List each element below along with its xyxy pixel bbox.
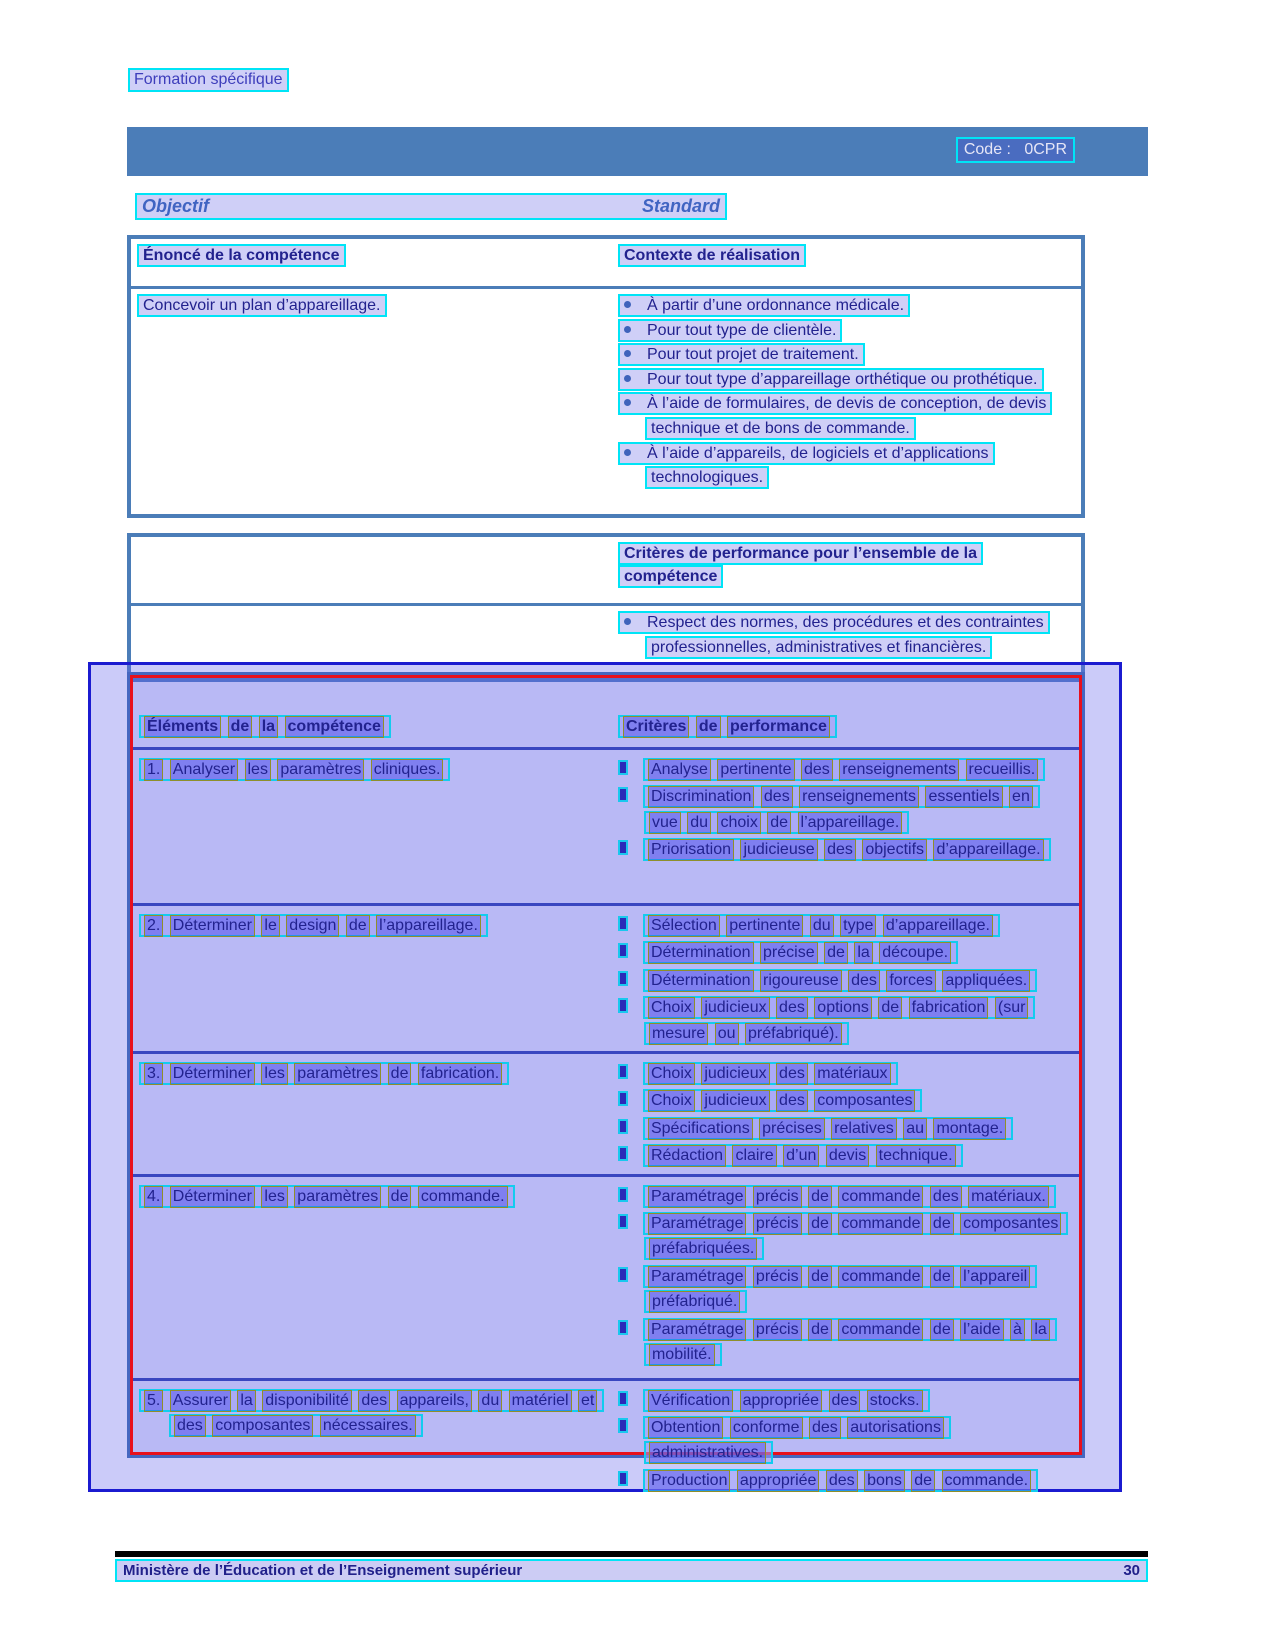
word-highlight: pertinente [726, 915, 803, 937]
highlight-box: Respect des normes, des procédures et des contraintes professionnelles, administratives et financières. [618, 611, 1050, 659]
bullet-icon [624, 449, 631, 456]
word-highlight: de [388, 1186, 412, 1208]
word-highlight: judicieux [701, 1063, 769, 1085]
word-highlight: les [245, 759, 271, 781]
element-row [133, 1378, 1079, 1499]
word-highlight: Déterminer [170, 915, 255, 937]
highlight-box: À l’aide d’appareils, de logiciels et d’applications technologiques. [618, 442, 995, 490]
word-highlight: des [824, 839, 856, 861]
highlight-box: Pour tout type de clientèle. [618, 319, 842, 342]
word-highlight: autorisations [847, 1417, 944, 1439]
code-badge: Code : 0CPR [956, 137, 1075, 163]
word-highlight: Choix [648, 1063, 695, 1085]
word-highlight: des [848, 970, 880, 992]
criteria-item [618, 1116, 1073, 1141]
word-highlight: objectifs [862, 839, 927, 861]
bullet-icon [618, 1214, 628, 1229]
word-highlight: vue [649, 812, 681, 834]
word-highlight: Obtention [648, 1417, 723, 1439]
word-highlight: des [801, 759, 833, 781]
criteria-text [643, 758, 1045, 781]
word-highlight: ou [715, 1023, 739, 1045]
word-highlight: matériaux. [968, 1186, 1049, 1208]
word-highlight: Choix [648, 1090, 695, 1112]
criteria-text [643, 838, 1051, 861]
context-item [618, 368, 1075, 393]
criteria-text [643, 1265, 1037, 1313]
word-highlight: appliquées. [942, 970, 1030, 992]
word-highlight: fabrication. [418, 1063, 502, 1085]
bullet-icon [618, 1091, 628, 1106]
word-highlight: Déterminer [170, 1186, 255, 1208]
criteria-text [643, 914, 1000, 937]
word-highlight: appareils, [397, 1390, 472, 1412]
criteria-text [643, 1469, 1038, 1492]
word-highlight: judicieux [701, 1090, 769, 1112]
word-highlight: composantes [960, 1213, 1061, 1235]
word-highlight: appropriée [740, 1390, 823, 1412]
word-highlight: nécessaires. [320, 1415, 416, 1437]
word-highlight: commande [838, 1186, 923, 1208]
word-highlight: Vérification [648, 1390, 733, 1412]
word-highlight: des [776, 1090, 808, 1112]
criteria-item [618, 1061, 1073, 1086]
header-cell-elements [133, 678, 612, 747]
word-highlight: des [776, 1063, 808, 1085]
word-highlight: précises [759, 1118, 825, 1140]
word-highlight: la [259, 716, 278, 738]
criteria-item [618, 1184, 1073, 1209]
word-highlight: montage. [933, 1118, 1006, 1140]
criteria-text [643, 1212, 1068, 1260]
bullet-icon [618, 1471, 628, 1486]
criteria-item [618, 757, 1073, 782]
criteria-text [643, 1318, 1057, 1366]
word-highlight: commande [838, 1266, 923, 1288]
context-item [618, 294, 1075, 319]
criteria-text [643, 1089, 923, 1112]
word-highlight: judicieuse [740, 839, 817, 861]
element-row [133, 750, 1079, 903]
word-highlight: composantes [814, 1090, 915, 1112]
word-highlight: renseignements [799, 786, 919, 808]
highlight-box: À partir d’une ordonnance médicale. [618, 294, 910, 317]
word-highlight: des [809, 1417, 841, 1439]
word-highlight: les [261, 1063, 287, 1085]
word-highlight: commande [838, 1213, 923, 1235]
word-highlight: de [808, 1186, 832, 1208]
elements-table [127, 672, 1085, 1489]
criteria-text [643, 996, 1035, 1044]
word-highlight: Analyser [170, 759, 238, 781]
standard-heading: Standard [641, 196, 720, 216]
word-highlight: Production [648, 1470, 731, 1492]
global-criteria-list [618, 611, 1075, 660]
bullet-icon [618, 943, 628, 958]
word-highlight: conforme [730, 1417, 803, 1439]
word-highlight: 2. [144, 915, 163, 937]
word-highlight: de [346, 915, 370, 937]
word-highlight: composantes [212, 1415, 313, 1437]
word-highlight: Spécifications [648, 1118, 753, 1140]
word-highlight: pertinente [717, 759, 794, 781]
criteria-text [643, 1117, 1013, 1140]
elements-table-header [133, 678, 1079, 750]
word-highlight: les [261, 1186, 287, 1208]
criteria-item [618, 1143, 1073, 1168]
word-highlight: de [808, 1213, 832, 1235]
word-highlight: disponibilité [262, 1390, 352, 1412]
bullet-icon [618, 1187, 628, 1202]
word-highlight: de [388, 1063, 412, 1085]
bullet-icon [618, 998, 628, 1013]
word-highlight: matériaux [814, 1063, 890, 1085]
word-highlight: Choix [648, 997, 695, 1019]
word-highlight: technique. [876, 1145, 956, 1167]
word-highlight: Paramétrage [648, 1319, 747, 1341]
criteria-item [618, 995, 1073, 1046]
footer-page-number: 30 [1123, 1562, 1140, 1579]
word-highlight: des [829, 1390, 861, 1412]
word-highlight: judicieux [701, 997, 769, 1019]
criteria-text [643, 785, 1040, 833]
word-highlight: en [1009, 786, 1033, 808]
word-highlight: d’un [783, 1145, 819, 1167]
context-item [618, 319, 1075, 344]
word-highlight: de [930, 1266, 954, 1288]
criteria-item [618, 1264, 1073, 1315]
word-highlight: Déterminer [170, 1063, 255, 1085]
word-highlight: administratives. [649, 1442, 766, 1464]
word-highlight: stocks. [867, 1390, 923, 1412]
word-highlight: options [814, 997, 872, 1019]
word-highlight: de [824, 942, 848, 964]
competence-table-body [131, 289, 1081, 518]
word-highlight: commande. [418, 1186, 508, 1208]
bullet-icon [618, 971, 628, 986]
word-highlight: Critères [623, 716, 689, 738]
word-highlight: de [228, 716, 253, 738]
section-label: Formation spécifique [128, 68, 289, 92]
highlight-box: À l’aide de formulaires, de devis de conception, de devis technique et de bons de commande. [618, 392, 1052, 440]
word-highlight: matériel [509, 1390, 572, 1412]
header-cell-criteres [612, 678, 1079, 747]
criteria-item [618, 1088, 1073, 1113]
word-highlight: de [930, 1319, 954, 1341]
word-highlight: des [174, 1415, 206, 1437]
word-highlight: paramètres [277, 759, 364, 781]
word-highlight: 1. [144, 759, 163, 781]
word-highlight: précis [753, 1186, 802, 1208]
word-highlight: Éléments [144, 716, 221, 738]
word-highlight: au [903, 1118, 927, 1140]
criteria-item [618, 1317, 1073, 1368]
highlight-box: Pour tout type d’appareillage orthétique ou prothétique. [618, 368, 1044, 391]
context-item [618, 392, 1075, 441]
header-bar [127, 127, 1148, 176]
word-highlight: des [761, 786, 793, 808]
word-highlight: Paramétrage [648, 1186, 747, 1208]
element-text [139, 914, 488, 937]
bullet-icon [618, 787, 628, 802]
word-highlight: Analyse [648, 759, 711, 781]
footer-ministry: Ministère de l’Éducation et de l’Enseignement supérieur [123, 1562, 523, 1579]
element-text [139, 758, 450, 781]
word-highlight: du [478, 1390, 502, 1412]
word-highlight: Détermination [648, 970, 754, 992]
word-highlight: de [808, 1319, 832, 1341]
criteria-cell [612, 1177, 1079, 1378]
criteria-item [618, 913, 1073, 938]
context-cell [612, 289, 1081, 518]
word-highlight: devis [826, 1145, 869, 1167]
global-criteria-table [127, 533, 1085, 682]
element-cell [133, 1381, 612, 1499]
word-highlight: design [286, 915, 339, 937]
criteria-cell [612, 750, 1079, 903]
word-highlight: type [840, 915, 876, 937]
bullet-icon [618, 1267, 628, 1282]
word-highlight: du [810, 915, 834, 937]
word-highlight: et [578, 1390, 597, 1412]
criteria-item [618, 1388, 1073, 1413]
highlight-box: Pour tout projet de traitement. [618, 343, 865, 366]
context-item [618, 343, 1075, 368]
objectif-heading: Objectif [142, 196, 210, 216]
footer [115, 1559, 1148, 1582]
word-highlight: Rédaction [648, 1145, 726, 1167]
criteria-text [643, 1144, 963, 1167]
bullet-icon [624, 399, 631, 406]
red-annotation-box [130, 675, 1082, 1489]
criteria-cell [612, 1054, 1079, 1174]
criteria-item [618, 837, 1073, 862]
criteria-item [618, 940, 1073, 965]
criteria-item [618, 968, 1073, 993]
bullet-icon [618, 760, 628, 775]
element-text [139, 1389, 604, 1437]
word-highlight: de [767, 812, 791, 834]
word-highlight: 3. [144, 1063, 163, 1085]
word-highlight: préfabriquées. [649, 1238, 757, 1260]
bullet-icon [624, 618, 631, 625]
element-row [133, 1174, 1079, 1378]
criteria-item [618, 1211, 1073, 1262]
bullet-icon [618, 1146, 628, 1161]
word-highlight: rigoureuse [760, 970, 842, 992]
objective-standard-row [135, 193, 727, 220]
bullet-icon [618, 1391, 628, 1406]
word-highlight: précise [760, 942, 818, 964]
global-criteria-item [618, 611, 1075, 660]
global-criteria-header [131, 537, 1081, 606]
word-highlight: performance [727, 716, 830, 738]
word-highlight: commande. [942, 1470, 1032, 1492]
word-highlight: de [808, 1266, 832, 1288]
bullet-icon [618, 1320, 628, 1335]
word-highlight: Paramétrage [648, 1266, 747, 1288]
word-highlight: forces [886, 970, 936, 992]
element-text [139, 1185, 515, 1208]
bullet-icon [624, 375, 631, 382]
word-highlight: 5. [144, 1390, 163, 1412]
criteria-text [643, 969, 1037, 992]
bullet-icon [624, 301, 631, 308]
word-highlight: appropriée [737, 1470, 820, 1492]
word-highlight: préfabriqué. [649, 1291, 740, 1313]
word-highlight: préfabriqué). [745, 1023, 842, 1045]
elements-table-rows [133, 750, 1079, 1498]
word-highlight: paramètres [294, 1186, 381, 1208]
element-cell [133, 1177, 612, 1378]
word-highlight: (sur [995, 997, 1029, 1019]
word-highlight: de [930, 1213, 954, 1235]
statement-cell: Concevoir un plan d’appareillage. [131, 289, 612, 518]
competence-statement-table [127, 235, 1085, 518]
word-highlight: d’appareillage. [933, 839, 1043, 861]
word-highlight: Sélection [648, 915, 720, 937]
word-highlight: commande [838, 1319, 923, 1341]
word-highlight: des [930, 1186, 962, 1208]
criteria-text [643, 1389, 930, 1412]
word-highlight: bons [864, 1470, 905, 1492]
word-highlight: de [696, 716, 721, 738]
word-highlight: la [1031, 1319, 1049, 1341]
word-highlight: Priorisation [648, 839, 734, 861]
criteria-text [643, 1185, 1056, 1208]
word-highlight: Assurer [170, 1390, 231, 1412]
word-highlight: précis [753, 1213, 802, 1235]
bullet-icon [624, 350, 631, 357]
word-highlight: compétence [285, 716, 384, 738]
word-highlight: claire [732, 1145, 776, 1167]
word-highlight: du [687, 812, 711, 834]
word-highlight: le [261, 915, 279, 937]
element-row [133, 1051, 1079, 1174]
bullet-icon [618, 840, 628, 855]
word-highlight: l’appareil [960, 1266, 1030, 1288]
header-cell-criteres-ensemble: Critères de performance pour l’ensemble de la compétence [612, 537, 1081, 603]
bullet-icon [618, 1119, 628, 1134]
word-highlight: des [826, 1470, 858, 1492]
criteria-text [643, 1416, 951, 1464]
word-highlight: Détermination [648, 942, 754, 964]
word-highlight: essentiels [925, 786, 1002, 808]
word-highlight: renseignements [839, 759, 959, 781]
criteria-text [643, 1062, 898, 1085]
bullet-icon [618, 1064, 628, 1079]
element-cell [133, 906, 612, 1051]
word-highlight: l’appareillage. [798, 812, 903, 834]
criteria-item [618, 784, 1073, 835]
word-highlight: Discrimination [648, 786, 754, 808]
word-highlight: paramètres [294, 1063, 381, 1085]
word-highlight: précis [753, 1319, 802, 1341]
footer-rule [115, 1551, 1148, 1557]
word-highlight: mesure [649, 1023, 708, 1045]
word-highlight: 4. [144, 1186, 163, 1208]
header-cell-enonce: Énoncé de la compétence [131, 239, 612, 286]
word-highlight: mobilité. [649, 1344, 715, 1366]
word-highlight: des [358, 1390, 390, 1412]
criteria-text [643, 941, 958, 964]
word-highlight: la [237, 1390, 255, 1412]
element-cell [133, 1054, 612, 1174]
header-cell-contexte: Contexte de réalisation [612, 239, 1081, 286]
bullet-icon [618, 1418, 628, 1433]
word-highlight: Paramétrage [648, 1213, 747, 1235]
word-highlight: la [854, 942, 872, 964]
bullet-icon [618, 916, 628, 931]
context-item [618, 442, 1075, 491]
word-highlight: l’aide [960, 1319, 1003, 1341]
criteria-item [618, 1468, 1073, 1493]
word-highlight: l’appareillage. [376, 915, 481, 937]
element-row [133, 903, 1079, 1051]
word-highlight: fabrication [909, 997, 989, 1019]
word-highlight: précis [753, 1266, 802, 1288]
word-highlight: de [911, 1470, 935, 1492]
context-list [618, 294, 1075, 491]
word-highlight: de [878, 997, 902, 1019]
empty-header-cell [131, 537, 612, 603]
word-highlight: d’appareillage. [883, 915, 993, 937]
word-highlight: choix [717, 812, 760, 834]
competence-table-header [131, 239, 1081, 289]
bullet-icon [624, 326, 631, 333]
word-highlight: recueillis. [966, 759, 1039, 781]
element-cell [133, 750, 612, 903]
element-text [139, 1062, 509, 1085]
criteria-item [618, 1415, 1073, 1466]
word-highlight: relatives [831, 1118, 897, 1140]
word-highlight: des [776, 997, 808, 1019]
word-highlight: découpe. [879, 942, 951, 964]
criteria-cell [612, 906, 1079, 1051]
word-highlight: cliniques. [371, 759, 444, 781]
word-highlight: à [1010, 1319, 1025, 1341]
criteria-cell [612, 1381, 1079, 1499]
